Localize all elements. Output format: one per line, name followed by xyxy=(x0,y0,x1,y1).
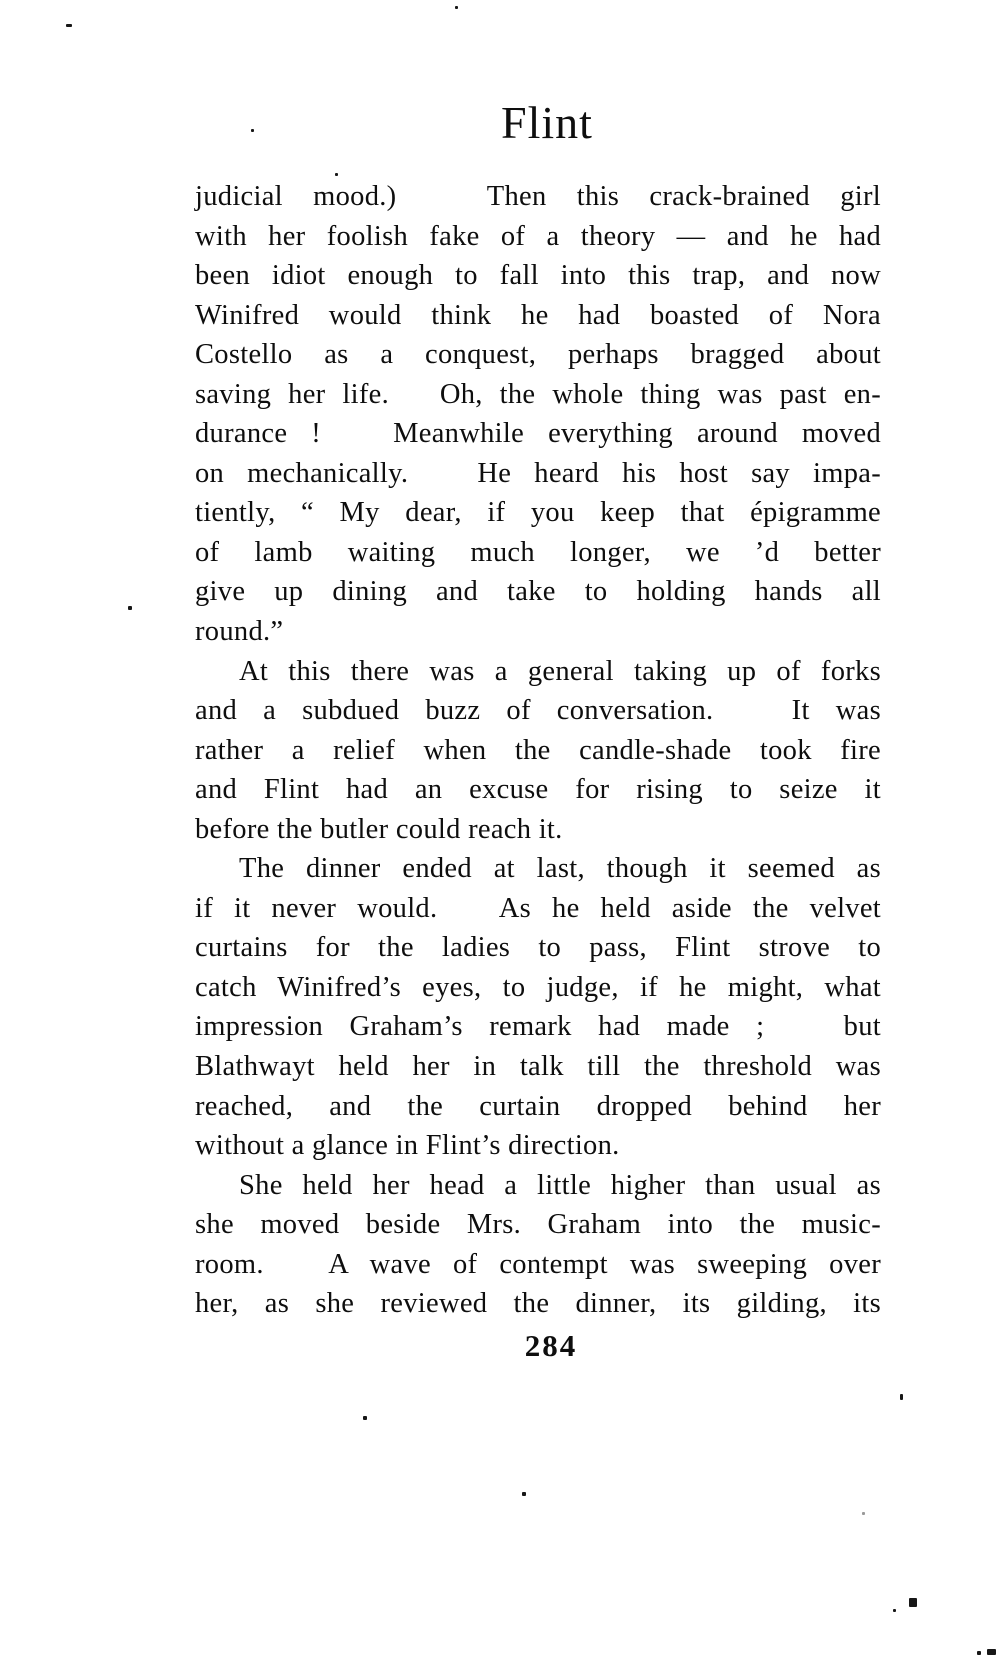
text-line: her, as she reviewed the dinner, its gilding, its xyxy=(195,1288,881,1320)
text-line: tiently, “ My dear, if you keep that épigramme xyxy=(195,497,881,529)
text-line: reached, and the curtain dropped behind her xyxy=(195,1090,881,1122)
scan-speck xyxy=(66,24,72,27)
text-line: with her foolish fake of a theory — and he had xyxy=(195,220,881,252)
text-line: and a subdued buzz of conversation. It was xyxy=(195,695,881,727)
text-line: durance ! Meanwhile everything around moved xyxy=(195,418,881,450)
text-line: if it never would. As he held aside the velvet xyxy=(195,892,881,924)
text-line: saving her life. Oh, the whole thing was past en- xyxy=(195,378,881,410)
text-line: She held her head a little higher than usual as xyxy=(239,1169,881,1201)
scan-speck xyxy=(128,606,132,610)
text-line: At this there was a general taking up of forks xyxy=(239,655,881,687)
text-line: The dinner ended at last, though it seemed as xyxy=(239,853,881,885)
scan-speck xyxy=(893,1609,896,1612)
scan-speck xyxy=(977,1651,981,1655)
text-line: on mechanically. He heard his host say impa- xyxy=(195,457,881,489)
text-line: curtains for the ladies to pass, Flint strove to xyxy=(195,932,881,964)
text-line: catch Winifred’s eyes, to judge, if he might, what xyxy=(195,971,881,1003)
text-line: and Flint had an excuse for rising to seize it xyxy=(195,774,881,806)
text-line: impression Graham’s remark had made ; but xyxy=(195,1011,881,1043)
scan-speck xyxy=(363,1416,367,1420)
text-line: judicial mood.) Then this crack-brained girl xyxy=(195,181,881,212)
body-text xyxy=(195,177,881,1324)
text-line: give up dining and take to holding hands all xyxy=(195,576,881,608)
scan-speck xyxy=(987,1649,996,1655)
text-line: she moved beside Mrs. Graham into the music- xyxy=(195,1209,881,1241)
page-number: 284 xyxy=(524,1328,578,1363)
text-line: Winifred would think he had boasted of Nora xyxy=(195,299,881,331)
scan-speck xyxy=(909,1598,917,1607)
text-line: rather a relief when the candle-shade took fire xyxy=(195,734,881,766)
text-line: without a glance in Flint’s direction. xyxy=(195,1130,620,1162)
scan-speck xyxy=(251,129,254,132)
scan-speck xyxy=(900,1394,903,1400)
scan-speck xyxy=(862,1512,865,1515)
page-title: Flint xyxy=(501,97,593,148)
text-line: room. A wave of contempt was sweeping over xyxy=(195,1248,881,1280)
scan-speck xyxy=(522,1492,526,1496)
scan-speck xyxy=(335,173,338,176)
text-line: been idiot enough to fall into this trap, and now xyxy=(195,260,881,292)
text-line: before the butler could reach it. xyxy=(195,813,563,845)
text-line: of lamb waiting much longer, we ’d better xyxy=(195,536,881,568)
text-line: Costello as a conquest, perhaps bragged about xyxy=(195,339,881,371)
scan-speck xyxy=(455,6,458,9)
text-line: Blathwayt held her in talk till the threshold was xyxy=(195,1051,881,1083)
text-line: round.” xyxy=(195,616,284,648)
